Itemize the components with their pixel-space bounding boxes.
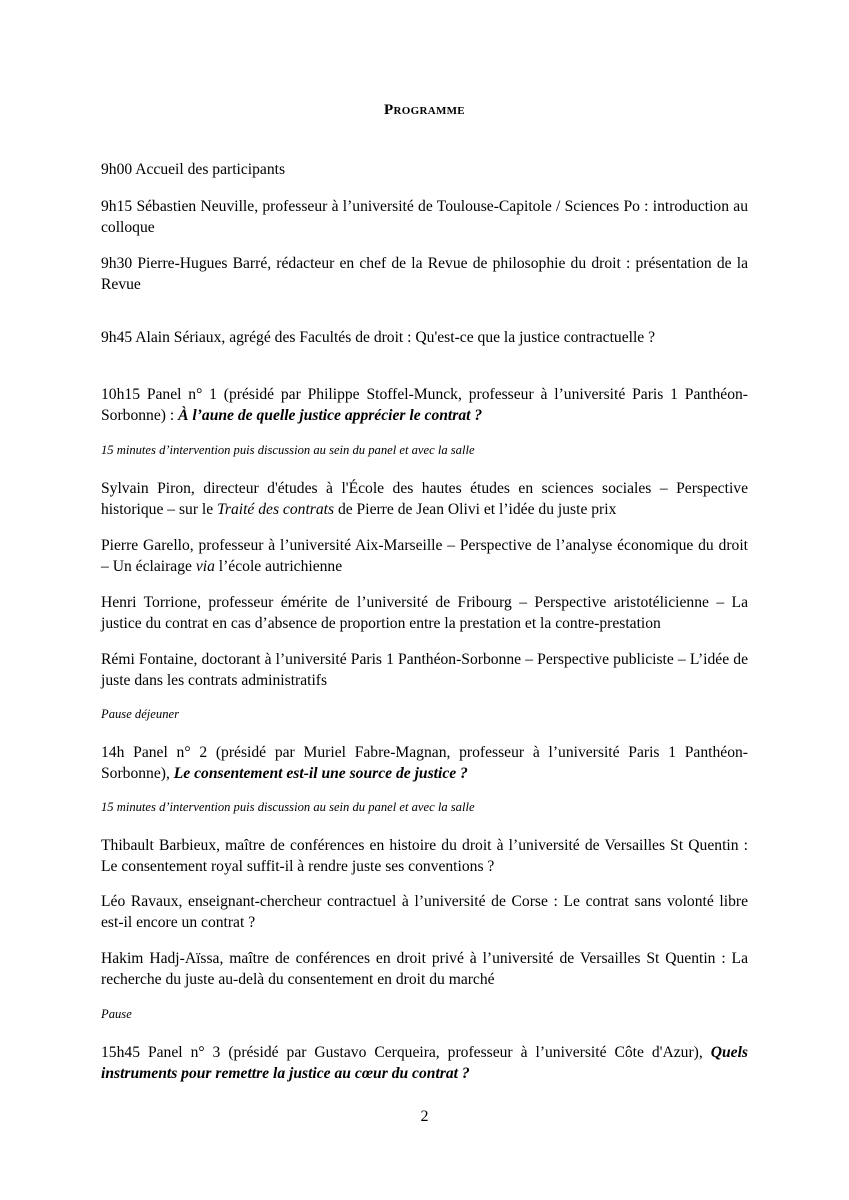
speaker-garello-text: Pierre Garello, professeur à l’université Aix-Marseille – Perspective de l’analyse économique du droit – Un éclairage: [101, 537, 748, 575]
speaker-fontaine: Rémi Fontaine, doctorant à l’université Paris 1 Panthéon-Sorbonne – Perspective publiciste – L’idée de juste dans les contrats administratifs: [101, 651, 748, 689]
panel-1-intro: 10h15 Panel n° 1 (présidé par Philippe Stoffel-Munck, professeur à l’université Paris 1 Panthéon-Sorbonne) :: [101, 386, 748, 424]
speaker-piron: [101, 478, 748, 520]
panel-2-note: 15 minutes d’intervention puis discussion au sein du panel et avec la salle: [101, 800, 475, 814]
panel-1-note: 15 minutes d’intervention puis discussion au sein du panel et avec la salle: [101, 443, 475, 457]
item-introduction: 9h15 Sébastien Neuville, professeur à l’université de Toulouse-Capitole / Sciences Po : introduction au colloque: [101, 198, 748, 236]
panel-1-heading: [101, 384, 748, 426]
pause-dejeuner: Pause déjeuner: [101, 707, 179, 721]
speaker-piron-text-end: de Pierre de Jean Olivi et l’idée du juste prix: [334, 501, 617, 518]
speaker-garello-text-end: l’école autrichienne: [214, 558, 343, 575]
panel-2-theme: Le consentement est-il une source de justice ?: [173, 765, 468, 782]
panel-3-theme: Quels instruments pour remettre la justice au cœur du contrat ?: [101, 1044, 748, 1082]
panel-3-heading: [101, 1042, 748, 1084]
page-number: 2: [420, 1108, 429, 1125]
speaker-torrione: Henri Torrione, professeur émérite de l’université de Fribourg – Perspective aristotélicienne – La justice du contrat en cas d’absence de proportion entre la prestation et la contre-prestation: [101, 594, 748, 632]
speaker-garello: [101, 535, 748, 577]
speaker-ravaux: Léo Ravaux, enseignant-chercheur contractuel à l’université de Corse : Le contrat sans volonté libre est-il encore un contrat ?: [101, 893, 748, 931]
speaker-garello-via: via: [195, 558, 215, 575]
document-page: [101, 0, 748, 1200]
speaker-piron-text: Sylvain Piron, directeur d'études à l'École des hautes études en sciences sociales – Perspective historique – sur le: [101, 480, 748, 518]
speaker-hadj-aissa: Hakim Hadj-Aïssa, maître de conférences en droit privé à l’université de Versailles St Quentin : La recherche du juste au-delà du consentement en droit du marché: [101, 950, 748, 988]
panel-3-intro: 15h45 Panel n° 3 (présidé par Gustavo Cerqueira, professeur à l’université Côte d'Azur),: [101, 1044, 711, 1061]
speaker-piron-work-title: Traité des contrats: [217, 501, 335, 518]
panel-2-heading: [101, 742, 748, 784]
pause: Pause: [101, 1007, 132, 1021]
item-accueil: 9h00 Accueil des participants: [101, 161, 286, 178]
item-conference-seriaux: 9h45 Alain Sériaux, agrégé des Facultés de droit : Qu'est-ce que la justice contractuelle ?: [101, 329, 656, 346]
panel-1-theme: À l’aune de quelle justice apprécier le contrat ?: [178, 407, 483, 424]
item-presentation-revue: 9h30 Pierre-Hugues Barré, rédacteur en chef de la Revue de philosophie du droit : présentation de la Revue: [101, 255, 748, 293]
panel-2-intro: 14h Panel n° 2 (présidé par Muriel Fabre-Magnan, professeur à l’université Paris 1 Panthéon-Sorbonne),: [101, 744, 748, 782]
speaker-barbieux: Thibault Barbieux, maître de conférences en histoire du droit à l’université de Versailles St Quentin : Le consentement royal suffit-il à rendre juste ses conventions ?: [101, 837, 748, 875]
page-title: Programme: [384, 102, 465, 118]
